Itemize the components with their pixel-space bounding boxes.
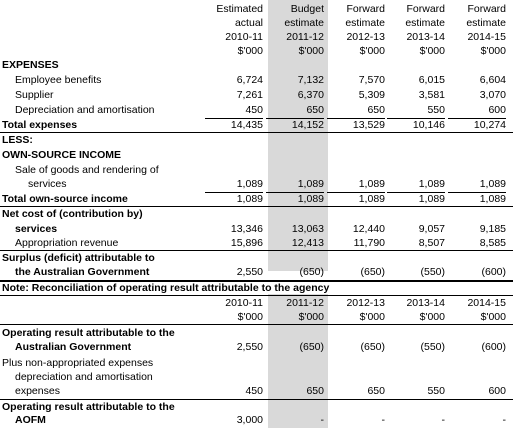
table-row xyxy=(0,340,513,355)
col-header-line2: estimate xyxy=(345,17,385,29)
plus-label-row xyxy=(0,356,513,371)
col-header-line1: Forward xyxy=(406,3,445,15)
cell: 1,089 xyxy=(236,178,263,190)
note-row xyxy=(0,281,513,296)
cell: 6,604 xyxy=(479,74,506,86)
col-header-unit: $'000 xyxy=(480,311,506,323)
col-header-year: 2014-15 xyxy=(467,31,506,43)
cell: 600 xyxy=(488,385,506,397)
cell: 10,146 xyxy=(412,119,445,131)
unit-header-row xyxy=(0,310,513,325)
row-label-cont: Australian Government xyxy=(15,341,132,353)
cell: 14,152 xyxy=(291,119,324,131)
col-header-year: 2011-12 xyxy=(286,31,324,43)
cell: 12,413 xyxy=(291,237,324,249)
col-header-unit: $'000 xyxy=(298,45,324,57)
row-label: Surplus (deficit) attributable to xyxy=(2,252,155,264)
cell: 13,063 xyxy=(291,223,324,235)
cell: 15,896 xyxy=(230,237,263,249)
row-label: Supplier xyxy=(15,89,54,101)
cell: 13,346 xyxy=(230,223,263,235)
less-label: LESS: xyxy=(2,134,33,146)
col-header-line1: Forward xyxy=(467,3,506,15)
row-label-cont: depreciation and amortisation xyxy=(15,371,153,383)
cell: - xyxy=(502,414,506,426)
cell: 1,089 xyxy=(358,193,385,205)
cell: 7,570 xyxy=(358,74,385,86)
cell: 650 xyxy=(367,385,385,397)
reconciliation-note: Note: Reconciliation of operating result attributable to the agency xyxy=(2,282,330,294)
cell: 2,550 xyxy=(236,266,263,278)
cell: 650 xyxy=(306,104,324,116)
row-label: Operating result attributable to the xyxy=(2,401,175,413)
table-row xyxy=(0,265,513,280)
col-header-unit: $'000 xyxy=(237,45,263,57)
net-cost-label-row xyxy=(0,207,513,222)
table-row xyxy=(0,236,513,251)
cell: 3,000 xyxy=(236,414,263,426)
cell: 650 xyxy=(367,104,385,116)
cell: (650) xyxy=(299,266,324,278)
col-header-year: 2010-11 xyxy=(225,297,263,309)
cell: (600) xyxy=(481,266,506,278)
cell: 12,440 xyxy=(352,223,385,235)
cell: (550) xyxy=(420,266,445,278)
cell: 1,089 xyxy=(358,178,385,190)
cell: 600 xyxy=(488,104,506,116)
row-label-cont: services xyxy=(28,178,67,190)
col-header-unit: $'000 xyxy=(359,45,385,57)
row-label: Plus non-appropriated expenses xyxy=(2,357,154,369)
row-label: Appropriation revenue xyxy=(15,237,119,249)
col-header-line2: estimate xyxy=(405,17,445,29)
row-label: Net cost of (contribution by) xyxy=(2,208,143,220)
table-row xyxy=(0,384,513,399)
cell: 3,581 xyxy=(418,89,445,101)
own-source-heading-row xyxy=(0,148,513,163)
cell: 2,550 xyxy=(236,341,263,353)
table-row xyxy=(0,413,513,428)
expenses-heading-row xyxy=(0,58,513,73)
cell: 550 xyxy=(427,104,445,116)
cell: 1,089 xyxy=(297,193,324,205)
col-header-unit: $'000 xyxy=(359,311,385,323)
cell: 10,274 xyxy=(473,119,506,131)
col-header-unit: $'000 xyxy=(419,45,445,57)
table-row xyxy=(0,177,513,192)
cell: 6,370 xyxy=(297,89,324,101)
col-header-line1: Estimated xyxy=(216,3,263,15)
cell: 8,507 xyxy=(418,237,445,249)
op-result-label-row xyxy=(0,326,513,341)
cell: (650) xyxy=(360,341,385,353)
surplus-label-row xyxy=(0,251,513,266)
col-header-line2: estimate xyxy=(284,17,324,29)
col-header-year: 2013-14 xyxy=(406,297,445,309)
col-header-line1: Forward xyxy=(346,3,385,15)
cell: (600) xyxy=(481,341,506,353)
col-header-line2: actual xyxy=(234,17,263,29)
table-row xyxy=(0,73,513,88)
cell: 1,089 xyxy=(418,193,445,205)
col-header-line2: estimate xyxy=(466,17,506,29)
col-header-year: 2010-11 xyxy=(225,31,263,43)
total-row xyxy=(0,118,513,133)
cell: 13,529 xyxy=(352,119,385,131)
cell: 450 xyxy=(245,104,263,116)
col-header-year: 2014-15 xyxy=(467,297,506,309)
expenses-heading: EXPENSES xyxy=(2,59,59,71)
cell: (650) xyxy=(360,266,385,278)
row-divider xyxy=(0,324,513,325)
row-label-cont: expenses xyxy=(15,385,60,397)
less-row xyxy=(0,133,513,148)
col-header-year: 2011-12 xyxy=(286,297,324,309)
cell: 9,057 xyxy=(418,223,445,235)
row-label: Sale of goods and rendering of xyxy=(15,164,159,176)
table-row xyxy=(0,88,513,103)
cell: 8,585 xyxy=(479,237,506,249)
row-label: Depreciation and amortisation xyxy=(15,104,155,116)
row-label: Employee benefits xyxy=(15,74,102,86)
row-label: Total own-source income xyxy=(2,193,128,205)
year-header-row xyxy=(0,296,513,311)
cell: 6,015 xyxy=(418,74,445,86)
cell: 1,089 xyxy=(418,178,445,190)
table-row xyxy=(0,222,513,237)
col-header-year: 2012-13 xyxy=(346,297,385,309)
col-header-unit: $'000 xyxy=(237,311,263,323)
plus-label-row-2 xyxy=(0,370,513,385)
col-header-line1: Budget xyxy=(290,3,324,15)
sale-label-row xyxy=(0,163,513,178)
cell: 1,089 xyxy=(479,178,506,190)
cell: 650 xyxy=(306,385,324,397)
cell: 3,070 xyxy=(479,89,506,101)
col-header-year: 2012-13 xyxy=(346,31,385,43)
cell: 14,435 xyxy=(230,119,263,131)
cell: 1,089 xyxy=(297,178,324,190)
cell: 450 xyxy=(245,385,263,397)
col-header-unit: $'000 xyxy=(419,311,445,323)
cell: 7,261 xyxy=(236,89,263,101)
cell: - xyxy=(441,414,445,426)
cell: 6,724 xyxy=(236,74,263,86)
cell: 5,309 xyxy=(358,89,385,101)
row-label-cont: AOFM xyxy=(15,414,46,426)
cell: 1,089 xyxy=(479,193,506,205)
col-header-unit: $'000 xyxy=(298,311,324,323)
own-source-heading: OWN-SOURCE INCOME xyxy=(2,149,121,161)
cell: (650) xyxy=(299,341,324,353)
cell: 7,132 xyxy=(297,74,324,86)
table-row xyxy=(0,103,513,118)
cell: 9,185 xyxy=(479,223,506,235)
cell: - xyxy=(320,414,324,426)
row-label: Total expenses xyxy=(2,119,78,131)
cell: 550 xyxy=(427,385,445,397)
row-label: Operating result attributable to the xyxy=(2,327,175,339)
col-header-unit: $'000 xyxy=(480,45,506,57)
col-header-year: 2013-14 xyxy=(406,31,445,43)
cell: 11,790 xyxy=(353,237,385,249)
cell: - xyxy=(381,414,385,426)
total-row xyxy=(0,192,513,207)
row-label-cont: services xyxy=(15,223,58,235)
row-label-cont: the Australian Government xyxy=(15,266,150,278)
cell: (550) xyxy=(420,341,445,353)
cell: 1,089 xyxy=(236,193,263,205)
